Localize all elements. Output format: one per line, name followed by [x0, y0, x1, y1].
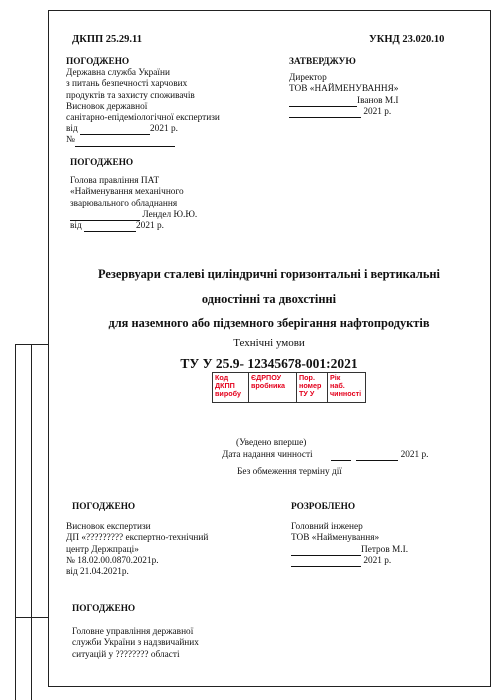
agreed-line: служби України з надзвичайних: [72, 638, 199, 649]
agreed-line: санітарно-епідеміологічної експертизи: [66, 113, 220, 124]
agreed-line: Висновок експертизи: [66, 522, 151, 533]
developed-line: Головний інженер: [291, 522, 363, 533]
developed-signature: Петров М.І.: [291, 545, 481, 556]
doc-title-line-3: для наземного або підземного зберігання нафтопродуктів: [108, 316, 430, 330]
doc-title-line-2: одностінні та двохстінні: [201, 292, 337, 306]
code-cell-dkpp: Код ДКПП виробу: [213, 373, 249, 403]
approve-signature: Іванов М.І: [289, 96, 479, 107]
dkpp-code: ДКПП 25.29.11: [72, 34, 142, 45]
agreed-block-board: [70, 158, 270, 232]
developed-title: РОЗРОБЛЕНО: [291, 502, 356, 512]
agreed-line: з питань безпечності харчових: [66, 79, 188, 90]
agreed-line: зварювального обладнання: [70, 198, 178, 209]
agreed-line: Висновок державної: [66, 101, 148, 112]
validity-term: Без обмеження терміну дії: [237, 467, 342, 477]
doc-title-line-1: Резервуари сталеві циліндричні горизонтальні і вертикальні: [98, 267, 440, 281]
agreed-line: ДП «????????? експертно-технічний: [66, 533, 209, 544]
agreed-line: ситуацій у ???????? області: [72, 649, 180, 660]
code-cell-year: Рік наб. чинності: [328, 373, 366, 403]
agreed-block-food-safety: [66, 57, 266, 147]
agreed-line: Державна служба України: [66, 68, 170, 79]
doc-code: ТУ У 25.9- 12345678-001:2021: [180, 356, 358, 371]
agreed-block-expertise: [66, 502, 266, 578]
agreed-line: центр Держпраці»: [66, 544, 139, 555]
agreed-line: «Найменування механічного: [70, 187, 184, 198]
binding-line-2: [15, 617, 48, 618]
approve-block: [289, 57, 479, 118]
agreed-number: №: [66, 135, 266, 146]
approve-line: ТОВ «НАЙМЕНУВАННЯ»: [289, 84, 399, 95]
doc-subtitle: Технічні умови: [233, 337, 305, 349]
developed-date: 2021 р.: [291, 556, 481, 567]
binding-strip: [15, 344, 49, 700]
developed-line: ТОВ «Найменування»: [291, 533, 380, 544]
approve-title: ЗАТВЕРДЖУЮ: [289, 57, 356, 67]
agreed-date: від 2021 р.: [66, 124, 178, 135]
agreed-line: № 18.02.00.0870.2021р.: [66, 555, 159, 566]
agreed-line: Голова правління ПАТ: [70, 176, 160, 187]
code-table: [212, 372, 366, 403]
agreed-title: ПОГОДЖЕНО: [70, 158, 134, 168]
agreed-line: Головне управління державної: [72, 627, 194, 638]
agreed-line: продуктів та захисту споживачів: [66, 90, 195, 101]
code-cell-number: Пор. номер ТУ У: [297, 373, 328, 403]
developed-block: [291, 502, 481, 567]
approve-date: 2021 р.: [289, 107, 479, 118]
agreed-title: ПОГОДЖЕНО: [66, 57, 130, 67]
first-introduced: (Уведено вперше): [236, 438, 307, 448]
agreed-title: ПОГОДЖЕНО: [72, 502, 136, 512]
agreed-block-emergency: [72, 604, 272, 661]
agreed-title: ПОГОДЖЕНО: [72, 604, 136, 614]
agreed-line: від 21.04.2021р.: [66, 567, 129, 578]
code-cell-edrpou: ЄДРПОУ вробника: [249, 373, 297, 403]
approve-line: Директор: [289, 73, 327, 84]
effective-date: Дата надання чинності 2021 р.: [222, 450, 429, 460]
agreed-date: від 2021 р.: [70, 221, 164, 232]
binding-line: [31, 344, 32, 700]
uknd-code: УКНД 23.020.10: [369, 34, 445, 45]
agreed-signature: Лендел Ю.Ю.: [70, 210, 270, 221]
